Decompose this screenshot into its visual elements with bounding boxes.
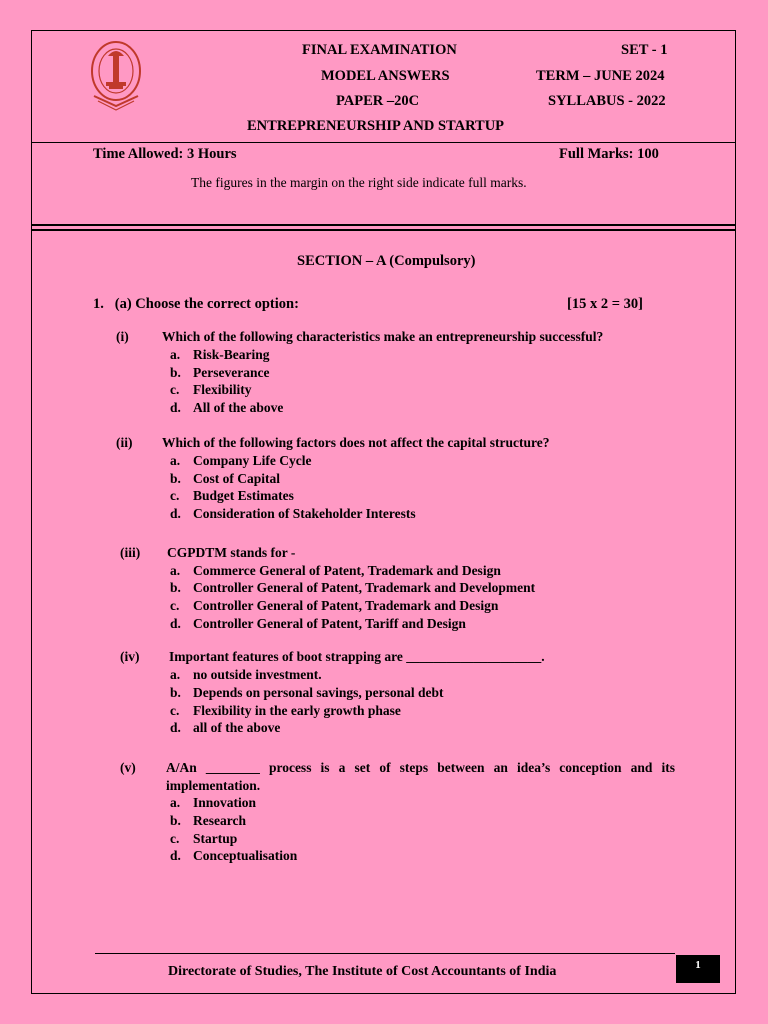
set-label: SET - 1 [621,42,668,58]
option-key: c. [170,598,180,613]
option-text: Flexibility [193,382,252,397]
double-divider-bottom [31,229,736,231]
question-text: Which of the following characteristics make an entrepreneurship successful? [162,329,604,344]
subject-title: ENTREPRENEURSHIP AND STARTUP [247,118,505,134]
option-text: Conceptualisation [193,848,298,863]
option-text: all of the above [193,720,281,735]
option-text: Company Life Cycle [193,453,312,468]
option-key: b. [170,580,181,595]
time-allowed: Time Allowed: 3 Hours [93,146,237,162]
option-text: Controller General of Patent, Trademark and Design [193,598,499,613]
full-marks: Full Marks: 100 [559,146,659,162]
option-key: a. [170,347,181,362]
question-text: Which of the following factors does not affect the capital structure? [162,435,550,450]
question-text: Important features of boot strapping are ____________________. [169,649,545,664]
option-key: d. [170,616,181,631]
question-1-marks: [15 x 2 = 30] [567,296,643,312]
question-number: (v) [120,760,136,775]
option-key: a. [170,563,181,578]
option-key: b. [170,471,181,486]
option-text: Cost of Capital [193,471,280,486]
option-text: Controller General of Patent, Tariff and Design [193,616,466,631]
option-text: Commerce General of Patent, Trademark and Design [193,563,501,578]
option-key: b. [170,813,181,828]
option-key: c. [170,703,180,718]
option-key: a. [170,667,181,682]
option-text: Consideration of Stakeholder Interests [193,506,416,521]
option-key: d. [170,506,181,521]
option-text: Perseverance [193,365,270,380]
double-divider-top [31,224,736,226]
institute-logo-icon [88,38,144,112]
syllabus-label: SYLLABUS - 2022 [548,93,666,109]
section-title: SECTION – A (Compulsory) [297,253,476,269]
option-text: Depends on personal savings, personal debt [193,685,444,700]
model-answers-label: MODEL ANSWERS [321,68,450,84]
page-number: 1 [676,955,720,983]
option-text: Risk-Bearing [193,347,270,362]
marks-note: The figures in the margin on the right side indicate full marks. [191,175,527,190]
paper-label: PAPER –20C [336,93,420,109]
option-text: Budget Estimates [193,488,294,503]
option-key: a. [170,795,181,810]
question-number: (i) [116,329,129,344]
option-text: Research [193,813,246,828]
option-text: Flexibility in the early growth phase [193,703,401,718]
header-divider [31,142,736,143]
footer-divider [95,953,675,954]
question-1-label: 1. (a) Choose the correct option: [93,296,299,312]
question-number: (ii) [116,435,133,450]
option-text: no outside investment. [193,667,322,682]
question-number: (iii) [120,545,141,560]
option-text: Innovation [193,795,257,810]
option-key: d. [170,848,181,863]
option-key: d. [170,400,181,415]
exam-title: FINAL EXAMINATION [302,42,457,58]
option-text: Startup [193,831,238,846]
question-number: (iv) [120,649,140,664]
option-key: a. [170,453,181,468]
option-text: All of the above [193,400,284,415]
option-key: d. [170,720,181,735]
option-key: b. [170,365,181,380]
option-text: Controller General of Patent, Trademark and Development [193,580,536,595]
question-text-continued: implementation. [166,778,261,793]
question-text: A/An ________ process is a set of steps between an idea’s conception and its [166,760,675,775]
option-key: c. [170,831,180,846]
term-label: TERM – JUNE 2024 [536,68,665,84]
option-key: b. [170,685,181,700]
option-key: c. [170,382,180,397]
option-key: c. [170,488,180,503]
question-text: CGPDTM stands for - [167,545,296,560]
footer-text: Directorate of Studies, The Institute of Cost Accountants of India [168,964,557,979]
